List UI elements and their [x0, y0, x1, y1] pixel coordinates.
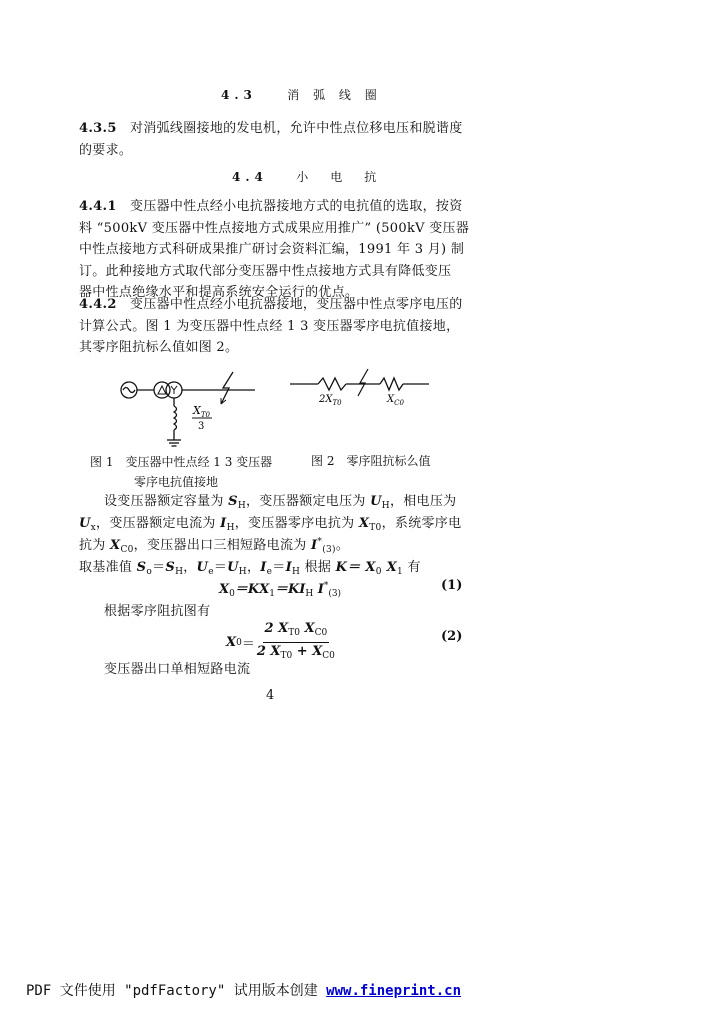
section-heading-4-4 — [232, 168, 381, 185]
equation-2-number: (2) — [441, 629, 463, 644]
footer-link[interactable]: www.fineprint.cn — [326, 983, 462, 999]
equation-1: $X_0=KX_1=KI_H$ $I^*_{(3)}$ — [219, 581, 342, 599]
paragraph-line: 订。此种接地方式取代部分变压器中性点接地方式具有降低变压 — [79, 263, 452, 279]
paragraph-line: 对消弧线圈接地的发电机，允许中性点位移电压和脱谐度 — [130, 121, 463, 136]
figure-2-caption — [311, 452, 430, 469]
body-line-4: 取基准值 $S_o=S_H$，$U_e=U_H$，$I_e=I_H$ 根据 $K= X_0$ $X_1$ 有 — [79, 560, 421, 577]
zigzag-2xt0 — [318, 378, 346, 390]
paragraph-line: 计算公式。图 1 为变压器中性点经 1 3 变压器零序电抗值接地， — [79, 318, 460, 334]
body-line-1: 设变压器额定容量为 $S_H$，变压器额定电压为 $U_H$，相电压为 — [104, 494, 457, 511]
paragraph-line: 的要求。 — [79, 143, 133, 158]
page-number: 4 — [266, 688, 275, 703]
fraction-numerator: $X_{T0}$ — [193, 404, 210, 419]
delta-icon — [158, 386, 166, 394]
equation-2: X 0 ＝ $\frac{2 X_{T0} X_{C0}}{2 X_{T0} + X_{C0}}$ — [226, 621, 335, 664]
clause-number: 4.3.5 — [79, 121, 117, 136]
paragraph-line: 其零序阻抗标么值如图 2。 — [79, 340, 239, 355]
caption-text: 变压器中性点经 1 3 变压器 — [125, 455, 273, 469]
figure-1-caption — [90, 452, 272, 492]
text-after-eq1: 根据零序阻抗图有 — [104, 604, 211, 619]
section-number: 4.3 — [221, 88, 257, 102]
figure-2-diagram — [287, 366, 432, 408]
figure-1-diagram — [110, 362, 270, 454]
fraction — [257, 621, 335, 664]
paragraph-line: 器中性点绝缘水平和提高系统安全运行的优点。 — [79, 285, 359, 300]
equation-1-number: (1) — [441, 578, 463, 593]
fault-lightning-icon — [221, 372, 233, 404]
label-xc0: $X_{C0}$ — [387, 394, 404, 407]
pdf-footer — [26, 980, 461, 1000]
section-number: 4.4 — [232, 170, 268, 184]
paragraph-line: 料 “500kV 变压器中性点接地方式成果应用推广” (500kV 变压器 — [79, 220, 470, 236]
paragraph-line: 变压器中性点经小电抗器接地方式的电抗值的选取，按资 — [130, 199, 463, 214]
figure-label: 图 1 — [90, 455, 114, 469]
section-heading-4-3 — [221, 86, 382, 103]
numerator: 2 $X_{T0}$ $X_{C0}$ — [263, 621, 330, 643]
wye-icon — [171, 386, 177, 394]
fraction-denominator: 3 — [198, 421, 205, 432]
text-after-eq2: 变压器出口单相短路电流 — [104, 662, 251, 677]
section-title: 消 弧 线 圈 — [287, 88, 382, 102]
section-title: 小 电 抗 — [296, 170, 382, 184]
clause-number: 4.4.1 — [79, 199, 117, 214]
paragraph-4-4-2 — [79, 294, 463, 359]
figure-label: 图 2 — [311, 454, 335, 468]
caption-text: 零序阻抗标么值 — [346, 454, 431, 468]
caption-text: 零序电抗值接地 — [134, 475, 219, 489]
paragraph-line: 变压器中性点经小电抗器接地，变压器中性点零序电压的 — [130, 297, 463, 312]
body-line-2: $U_x$，变压器额定电流为 $I_H$，变压器零序电抗为 $X_{T0}$，系统零序电 — [79, 516, 462, 533]
denominator: 2 $X_{T0} + X_{C0}$ — [256, 644, 335, 661]
sine-wave-icon — [123, 388, 135, 393]
paragraph-4-4-1 — [79, 196, 469, 304]
label-2xt0: $2X_{T0}$ — [319, 394, 342, 407]
fault-lightning-icon — [358, 369, 368, 396]
clause-number: 4.4.2 — [79, 297, 117, 312]
zigzag-xc0 — [380, 378, 403, 390]
body-line-3: 抗为 $X_{C0}$，变压器出口三相短路电流为 $I^*_{(3)}$。 — [79, 537, 350, 555]
paragraph-4-3-5 — [79, 118, 463, 162]
paragraph-line: 中性点接地方式科研成果推广研讨会资料汇编，1991 年 3 月) 制 — [79, 242, 465, 257]
reactor-coil — [174, 406, 177, 430]
footer-text: PDF 文件使用 "pdfFactory" 试用版本创建 — [26, 983, 327, 999]
